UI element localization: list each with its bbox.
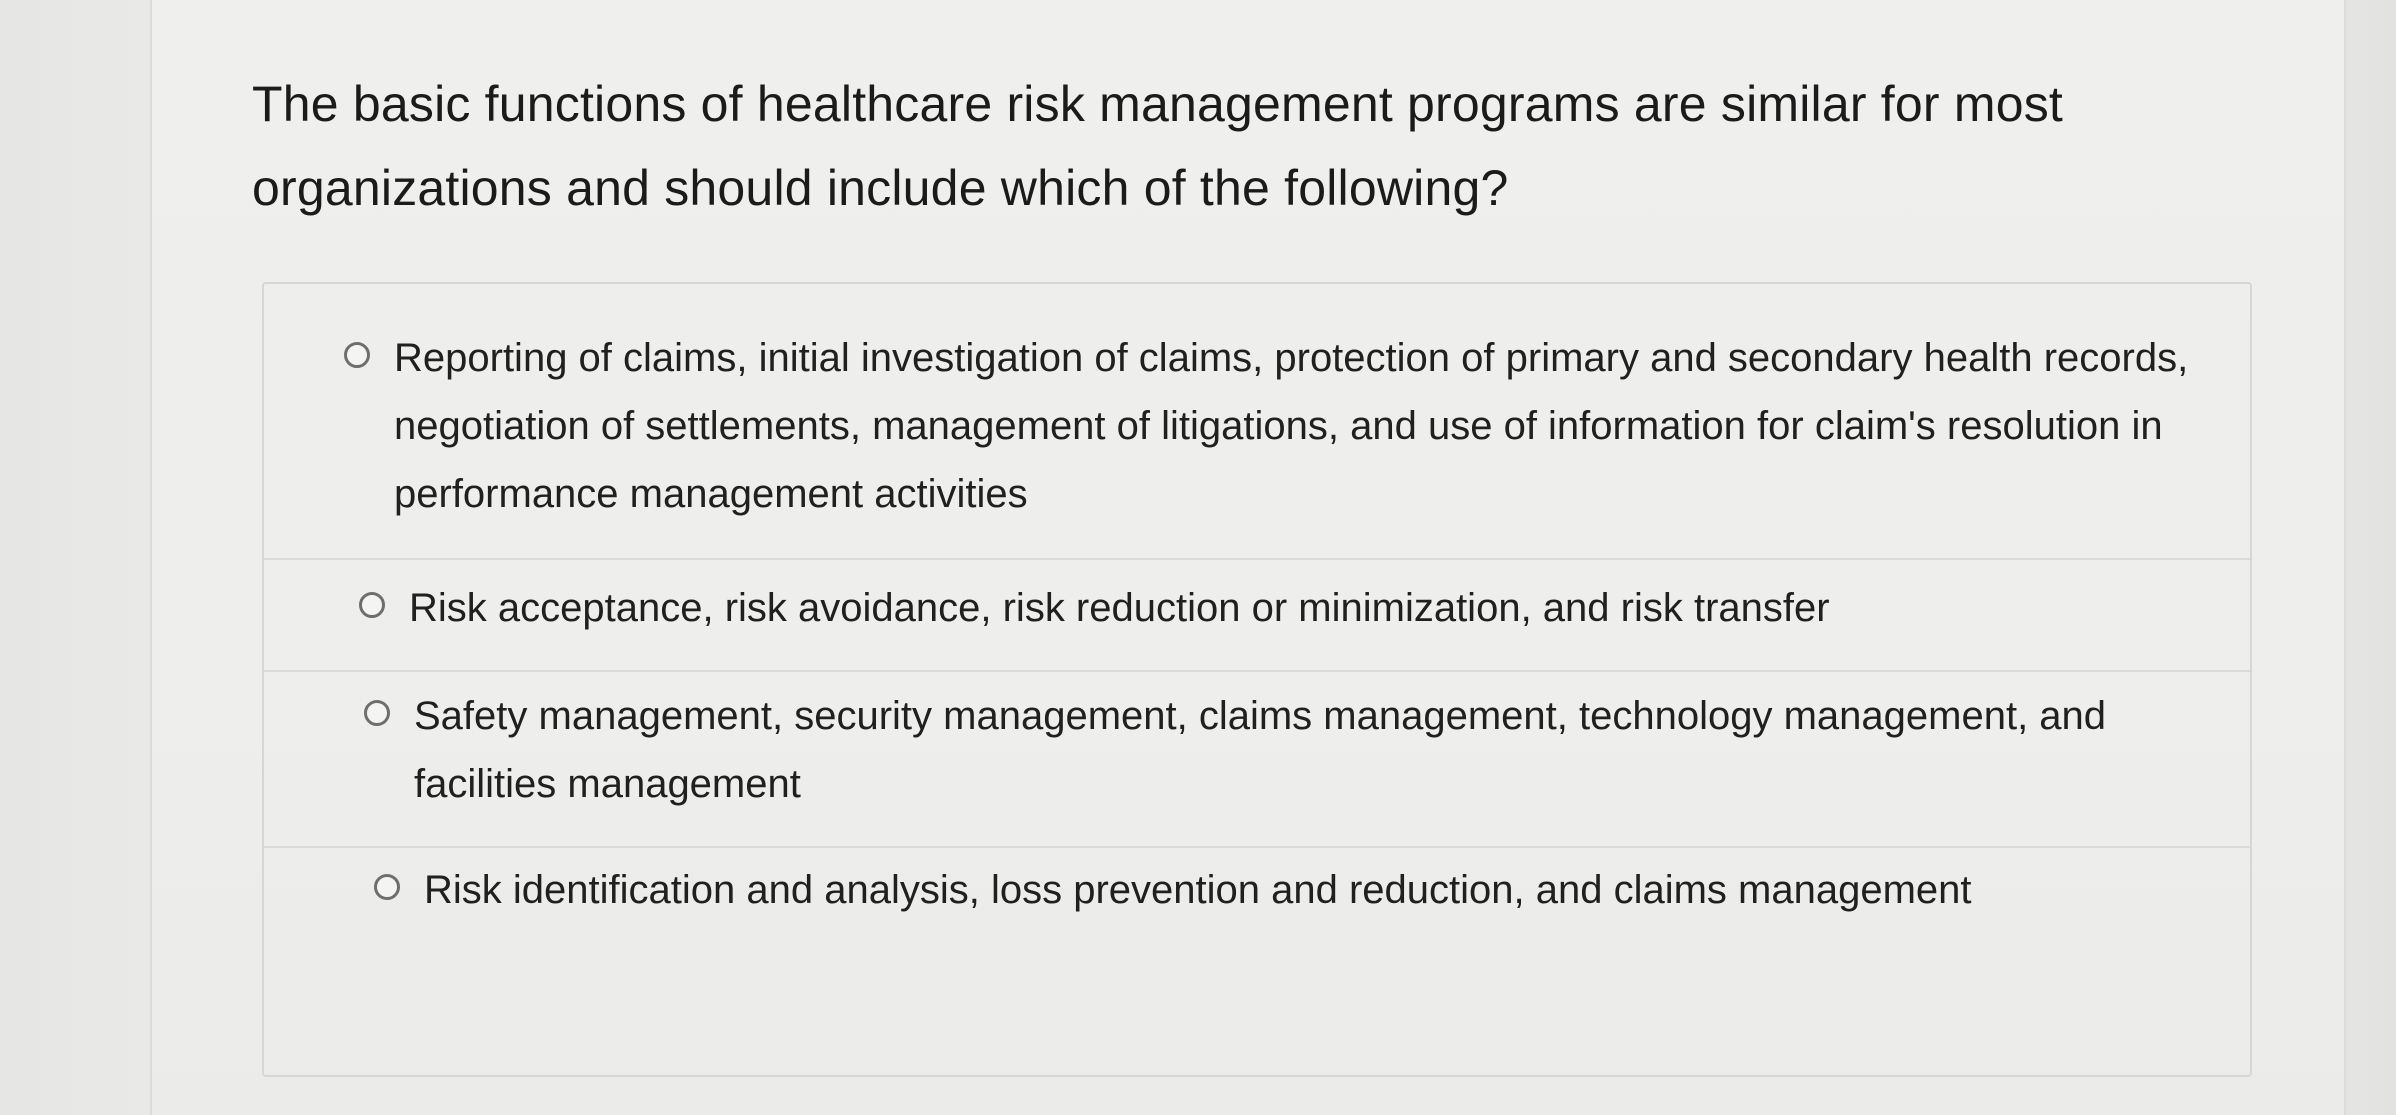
radio-button-icon[interactable] — [359, 592, 385, 618]
question-card — [150, 0, 2346, 1115]
radio-button-icon[interactable] — [344, 342, 370, 368]
answer-option-label: Risk identification and analysis, loss prevention and reduction, and claims management — [424, 868, 1972, 912]
answer-option-label: Risk acceptance, risk avoidance, risk reduction or minimization, and risk transfer — [409, 586, 1830, 630]
answer-option-label: Reporting of claims, initial investigation of claims, protection of primary and secondary health records, negotiation of settlements, management of litigations, and use of information for claim's resolution in performance management activities — [394, 336, 2189, 516]
radio-button-icon[interactable] — [374, 874, 400, 900]
answer-option-4[interactable] — [264, 848, 2250, 1028]
answer-options — [262, 282, 2252, 1077]
answer-option-2[interactable] — [264, 560, 2250, 672]
radio-button-icon[interactable] — [364, 700, 390, 726]
answer-option-label: Safety management, security management, claims management, technology management, and facilities management — [414, 694, 2107, 806]
answer-option-3[interactable] — [264, 672, 2250, 848]
question-text: The basic functions of healthcare risk management programs are similar for most organizations and should include which of the following? — [252, 76, 2063, 216]
answer-option-1[interactable] — [264, 324, 2250, 560]
